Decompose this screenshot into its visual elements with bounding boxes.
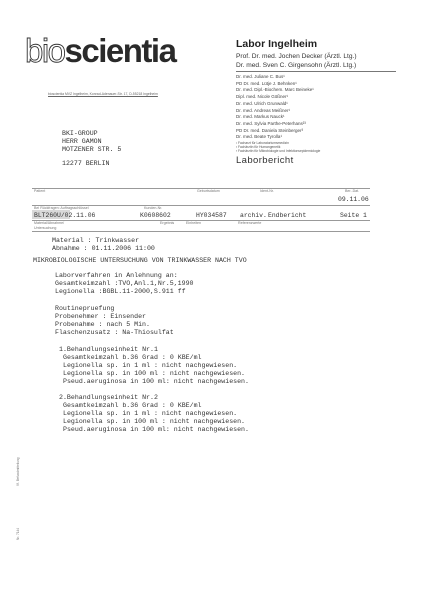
address-line-street: MOTZENER STR. 5 — [62, 146, 122, 154]
abnahme-line: Abnahme : 01.11.2006 11:00 — [52, 245, 155, 252]
doctor-name: Dr. med. Dipl.-Biochem. Marc Beineke¹ — [236, 87, 314, 93]
doctor-name: Dr. med. Juliane C. Bus¹ — [236, 74, 285, 79]
head-physician-1: Prof. Dr. med. Jochen Decker (Ärztl. Ltg.) — [236, 53, 357, 60]
reference-value: BLT260U/02.11.06 — [34, 212, 96, 219]
archiv-label: archiv. — [240, 212, 267, 219]
doctor-name: Dr. med. Markus Nauck¹ — [236, 114, 285, 120]
doctor-name: Dr. med. Ulrich Grunwald¹ — [236, 100, 288, 106]
label-kunden-nr: Kunden-Nr. — [144, 206, 163, 210]
doctor-name: PD Dr. med. Daniela Steinberger³ — [236, 127, 304, 133]
kunden-nr-value: K0608602 — [140, 212, 171, 219]
address-line-contact: HERR GAMON — [62, 138, 102, 146]
label-referenzwerte: Referenzwerte — [238, 221, 262, 225]
endbericht-label: Endbericht — [268, 212, 307, 219]
head-physician-2: Dr. med. Sven C. Girgensohn (Ärztl. Ltg.) — [236, 62, 357, 69]
label-ident: Ident-Nr. — [260, 189, 274, 193]
address-line-city: 12277 BERLIN — [62, 160, 110, 168]
routine-line: Flaschenzusatz : Na-Thiosulfat — [55, 329, 174, 336]
einheit1-line: Legionella sp. in 100 ml : nicht nachgewiesen. — [63, 370, 246, 377]
einheit2-line: Gesamtkeimzahl b.36 Grad : 0 KBE/ml — [63, 402, 202, 409]
label-einheiten: Einheiten — [186, 221, 201, 225]
routine-header: Routinepruefung — [55, 305, 115, 312]
label-berdat: Ber.-Dat. — [345, 189, 360, 193]
sender-line: bioscientia MVZ Ingelheim, Konrad-Adenauer-Str. 17, D-55218 Ingelheim — [48, 92, 158, 96]
material-line: Material : Trinkwasser — [52, 237, 140, 244]
label-untersuchung: Untersuchung — [34, 226, 57, 230]
einheit2-line: Legionella sp. in 100 ml : nicht nachgewiesen. — [63, 418, 246, 425]
verfahren-header: Laborverfahren in Anlehnung an: — [55, 272, 178, 279]
label-material-abnahme: Material/Abnahme/ — [34, 221, 65, 225]
einheit2-header: 2.Behandlungseinheit Nr.2 — [59, 394, 158, 401]
label-ergebnis: Ergebnis — [160, 221, 175, 225]
footnote: ¹ Facharzt für Laboratoriumsmedizin — [236, 141, 289, 146]
doctor-name: Dr. med. Sylvia Parthe-Peterhans²³ — [236, 120, 306, 126]
einheit1-line: Gesamtkeimzahl b.36 Grad : 0 KBE/ml — [63, 354, 202, 361]
verfahren-line: Gesamtkeimzahl :TVO,Anl.1,Nr.5,1990 — [55, 280, 194, 287]
document-type-title: Laborbericht — [236, 155, 294, 166]
doctor-name: Dipl. med. Nicole Gößner¹ — [236, 94, 289, 100]
form-number: Nr. 7144 — [16, 527, 20, 540]
ident-value: HY034587 — [196, 212, 227, 219]
doctor-name: PD Dr. med. Lütje J. Behnken¹ — [236, 80, 297, 86]
lab-title: Labor Ingelheim — [236, 38, 318, 50]
report-title: MIKROBIOLOGISCHE UNTERSUCHUNG VON TRINKWASSER NACH TVO — [33, 257, 247, 264]
berdat-value: 09.11.06 — [338, 196, 369, 203]
doctor-name: Dr. med. Andreas Meißner¹ — [236, 107, 291, 113]
footnote: ³ Fachärztin für Mikrobiologie und Infektionsepidemiologie — [236, 149, 321, 154]
footnote: ² Fachärztin für Humangenetik — [236, 145, 281, 150]
verfahren-line: Legionella :BGBL.11-2000,S.911 ff — [55, 288, 186, 295]
margin-note: Vf. Befundmitteilung — [16, 457, 20, 486]
routine-line: Probenahme : nach 5 Min. — [55, 321, 150, 328]
einheit2-line: Legionella sp. in 1 ml : nicht nachgewiesen. — [63, 410, 238, 417]
routine-line: Probenehmer : Einsender — [55, 313, 147, 320]
einheit1-line: Pseud.aeruginosa in 100 ml: nicht nachgewiesen. — [63, 378, 249, 385]
einheit1-line: Legionella sp. in 1 ml : nicht nachgewiesen. — [63, 362, 238, 369]
doctor-name: Dr. med. Beate Tyrolla¹ — [236, 134, 282, 140]
page-number: Seite 1 — [340, 212, 367, 219]
logo-part-bio: bio — [25, 32, 65, 69]
einheit2-line: Pseud.aeruginosa in 100 ml: nicht nachgewiesen. — [63, 426, 249, 433]
label-patient: Patient — [34, 189, 46, 193]
address-line-company: BKI-GROUP — [62, 130, 98, 137]
einheit1-header: 1.Behandlungseinheit Nr.1 — [59, 346, 158, 353]
label-geburtsdatum: Geburtsdatum — [197, 189, 220, 193]
label-auftragsschluessel: Bei Rückfragen: Auftragsschlüssel — [34, 206, 89, 210]
logo-part-scientia: scientia — [64, 32, 176, 69]
